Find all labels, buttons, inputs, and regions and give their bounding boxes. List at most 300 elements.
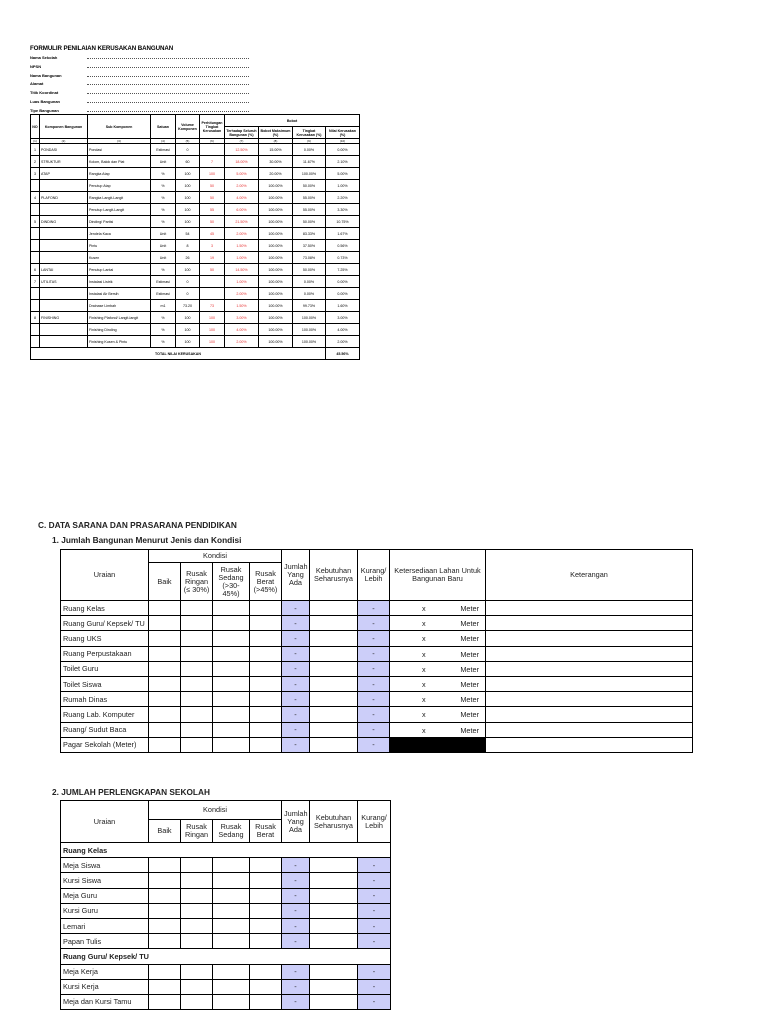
header-rusak-ringan: Rusak Ringan (≤ 30%) <box>181 563 213 601</box>
cell-kondisi <box>213 676 250 691</box>
cell-bobot-seluruh: 4.00% <box>225 192 259 204</box>
cell-sub-komponen: Penutup Atap <box>88 180 151 192</box>
cell-tingkat-kerusakan: 100.00% <box>293 324 326 336</box>
cell-nilai-kerusakan: 1.60% <box>326 300 360 312</box>
cell-kondisi <box>181 994 213 1009</box>
cell-kebutuhan <box>310 661 358 676</box>
cell-no: 6 <box>31 264 40 276</box>
cell-nilai-kerusakan: 7.25% <box>326 264 360 276</box>
cell-kondisi <box>181 873 213 888</box>
cell-kondisi <box>149 676 181 691</box>
cell-komponen <box>40 180 88 192</box>
header-satuan: Satuan <box>151 115 176 139</box>
cell-bobot-maksimum: 100.00% <box>259 276 293 288</box>
cell-satuan: Unit <box>151 252 176 264</box>
form-field <box>30 54 230 63</box>
cell-satuan: Estimasi <box>151 288 176 300</box>
dimension-unit-label: Meter <box>460 649 479 659</box>
column-index: (5) <box>176 139 200 144</box>
cell-no: 7 <box>31 276 40 288</box>
cell-kurang-lebih: - <box>358 722 390 737</box>
cell-ketersediaan-lahan <box>390 737 486 752</box>
cell-tingkat: 3 <box>200 240 225 252</box>
table-header-row <box>61 801 391 820</box>
cell-kebutuhan <box>310 707 358 722</box>
cell-komponen <box>40 324 88 336</box>
cell-tingkat-kerusakan: 37.50% <box>293 240 326 252</box>
table-row <box>31 240 360 252</box>
cell-bobot-seluruh: 1.00% <box>225 252 259 264</box>
cell-kebutuhan <box>310 964 358 979</box>
table-header-row <box>61 550 693 563</box>
table-row <box>61 631 693 646</box>
cell-ketersediaan-lahan <box>390 661 486 676</box>
cell-volume: 60 <box>176 156 200 168</box>
cell-jumlah: - <box>282 601 310 616</box>
cell-tingkat: 7 <box>200 156 225 168</box>
cell-tingkat: 50 <box>200 264 225 276</box>
cell-keterangan <box>486 616 693 631</box>
cell-no <box>31 300 40 312</box>
cell-kondisi <box>213 994 250 1009</box>
cell-bobot-seluruh: 18.00% <box>225 156 259 168</box>
total-row <box>31 348 360 360</box>
table-row <box>61 918 391 933</box>
column-index: (9) <box>293 139 326 144</box>
cell-bobot-seluruh: 3.00% <box>225 312 259 324</box>
cell-volume: 100 <box>176 168 200 180</box>
header-bobot-maksimum: Bobot Maksimum (%) <box>259 127 293 139</box>
cell-satuan: Unit <box>151 240 176 252</box>
cell-bobot-seluruh: 14.50% <box>225 264 259 276</box>
field-label: Alamat <box>30 81 44 87</box>
cell-kurang-lebih: - <box>358 692 390 707</box>
field-dotted-line <box>87 93 249 94</box>
cell-sub-komponen: Jendela Kaca <box>88 228 151 240</box>
cell-no <box>31 324 40 336</box>
cell-nilai-kerusakan: 10.75% <box>326 216 360 228</box>
cell-keterangan <box>486 737 693 752</box>
cell-kondisi <box>149 722 181 737</box>
cell-tingkat-kerusakan: 83.33% <box>293 228 326 240</box>
cell-uraian: Meja Siswa <box>61 858 149 873</box>
cell-sub-komponen: Kolom, Balok dan Plat <box>88 156 151 168</box>
cell-tingkat-kerusakan: 0.00% <box>293 144 326 156</box>
cell-ketersediaan-lahan <box>390 646 486 661</box>
cell-kondisi <box>250 979 282 994</box>
cell-kebutuhan <box>310 979 358 994</box>
table-row <box>61 888 391 903</box>
cell-kondisi <box>181 918 213 933</box>
cell-satuan: % <box>151 324 176 336</box>
cell-kondisi <box>181 631 213 646</box>
cell-kebutuhan <box>310 888 358 903</box>
cell-nilai-kerusakan: 5.00% <box>326 168 360 180</box>
cell-tingkat-kerusakan: 99.73% <box>293 300 326 312</box>
cell-komponen <box>40 252 88 264</box>
cell-kondisi <box>250 934 282 949</box>
table-row <box>61 661 693 676</box>
cell-jumlah: - <box>282 873 310 888</box>
cell-kebutuhan <box>310 994 358 1009</box>
cell-ketersediaan-lahan <box>390 601 486 616</box>
cell-jumlah: - <box>282 858 310 873</box>
cell-jumlah: - <box>282 737 310 752</box>
cell-no <box>31 252 40 264</box>
cell-kondisi <box>149 858 181 873</box>
cell-keterangan <box>486 661 693 676</box>
cell-tingkat-kerusakan: 11.67% <box>293 156 326 168</box>
cell-kondisi <box>149 903 181 918</box>
cell-kondisi <box>250 918 282 933</box>
cell-nilai-kerusakan: 2.10% <box>326 156 360 168</box>
cell-bobot-maksimum: 100.00% <box>259 240 293 252</box>
cell-satuan: Unit <box>151 156 176 168</box>
table-row <box>61 873 391 888</box>
field-label: Nama Bangunan <box>30 72 62 78</box>
table-row <box>31 264 360 276</box>
cell-kondisi <box>250 888 282 903</box>
cell-kondisi <box>181 979 213 994</box>
header-kebutuhan: Kebutuhan Seharusnya <box>310 550 358 601</box>
cell-nilai-kerusakan: 0.00% <box>326 276 360 288</box>
form-field <box>30 63 230 72</box>
cell-jumlah: - <box>282 918 310 933</box>
cell-kondisi <box>149 964 181 979</box>
cell-no <box>31 204 40 216</box>
cell-ketersediaan-lahan <box>390 722 486 737</box>
dimension-unit-label: Meter <box>460 695 479 705</box>
cell-jumlah: - <box>282 979 310 994</box>
group-title: Ruang Kelas <box>61 843 391 858</box>
cell-no: 5 <box>31 216 40 228</box>
cell-satuan: % <box>151 192 176 204</box>
cell-kurang-lebih: - <box>358 888 391 903</box>
cell-satuan: % <box>151 336 176 348</box>
cell-kurang-lebih: - <box>358 707 390 722</box>
header-rusak-berat: Rusak Berat (>45%) <box>250 563 282 601</box>
cell-kondisi <box>250 903 282 918</box>
cell-nilai-kerusakan: 0.00% <box>326 144 360 156</box>
column-index: (1) <box>31 139 40 144</box>
cell-kondisi <box>181 858 213 873</box>
dimension-x-label: x <box>422 695 426 705</box>
cell-kurang-lebih: - <box>358 616 390 631</box>
group-row <box>61 843 391 858</box>
cell-nilai-kerusakan: 1.00% <box>326 180 360 192</box>
cell-satuan: m1 <box>151 300 176 312</box>
cell-keterangan <box>486 707 693 722</box>
cell-bobot-seluruh: 6.00% <box>225 204 259 216</box>
cell-kondisi <box>213 964 250 979</box>
cell-uraian: Meja dan Kursi Tamu <box>61 994 149 1009</box>
cell-jumlah: - <box>282 722 310 737</box>
cell-sub-komponen: Finishing Plafond/ Langit-langit <box>88 312 151 324</box>
table-row <box>31 300 360 312</box>
cell-uraian: Lemari <box>61 918 149 933</box>
group-row <box>61 949 391 964</box>
table-row <box>31 312 360 324</box>
field-dotted-line <box>87 67 249 68</box>
cell-komponen <box>40 204 88 216</box>
cell-no: 3 <box>31 168 40 180</box>
group-title: Ruang Guru/ Kepsek/ TU <box>61 949 391 964</box>
cell-kondisi <box>250 964 282 979</box>
cell-bobot-seluruh: 2.00% <box>225 228 259 240</box>
buildings-table <box>60 549 693 753</box>
table-row <box>61 707 693 722</box>
cell-ketersediaan-lahan <box>390 707 486 722</box>
cell-no: 2 <box>31 156 40 168</box>
header-kondisi: Kondisi <box>149 801 282 820</box>
dimension-x-label: x <box>422 619 426 629</box>
table-row <box>61 737 693 752</box>
cell-uraian: Ruang UKS <box>61 631 149 646</box>
table-row <box>61 934 391 949</box>
cell-ketersediaan-lahan <box>390 631 486 646</box>
cell-keterangan <box>486 646 693 661</box>
header-kurang-lebih: Kurang/ Lebih <box>358 550 390 601</box>
cell-bobot-maksimum: 100.00% <box>259 180 293 192</box>
cell-bobot-seluruh: 1.00% <box>225 276 259 288</box>
cell-kebutuhan <box>310 676 358 691</box>
cell-nilai-kerusakan: 3.30% <box>326 204 360 216</box>
cell-kondisi <box>149 979 181 994</box>
cell-kondisi <box>181 692 213 707</box>
cell-tingkat <box>200 144 225 156</box>
form-field <box>30 72 230 81</box>
header-bobot: Bobot <box>225 115 360 127</box>
table-row <box>61 903 391 918</box>
cell-kondisi <box>149 631 181 646</box>
cell-kondisi <box>149 601 181 616</box>
table-row <box>61 692 693 707</box>
cell-kondisi <box>213 631 250 646</box>
header-volume: Volume Komponen <box>176 115 200 139</box>
field-dotted-line <box>87 58 249 59</box>
cell-keterangan <box>486 722 693 737</box>
cell-kondisi <box>149 873 181 888</box>
cell-kondisi <box>149 692 181 707</box>
cell-sub-komponen: Instalasi Listrik <box>88 276 151 288</box>
dimension-unit-label: Meter <box>460 664 479 674</box>
dimension-unit-label: Meter <box>460 710 479 720</box>
cell-ketersediaan-lahan <box>390 676 486 691</box>
header-uraian: Uraian <box>61 550 149 601</box>
cell-kondisi <box>149 934 181 949</box>
cell-nilai-kerusakan: 3.00% <box>326 312 360 324</box>
form-fields <box>30 54 230 116</box>
cell-kurang-lebih: - <box>358 601 390 616</box>
cell-bobot-seluruh: 2.00% <box>225 288 259 300</box>
header-ketersediaan-lahan: Ketersediaan Lahan Untuk Bangunan Baru <box>390 550 486 601</box>
equipment-rows <box>61 843 391 1010</box>
cell-kurang-lebih: - <box>358 676 390 691</box>
cell-kebutuhan <box>310 903 358 918</box>
cell-sub-komponen: Finishing Kusen & Pintu <box>88 336 151 348</box>
cell-kondisi <box>181 601 213 616</box>
cell-kondisi <box>250 707 282 722</box>
table-row <box>31 204 360 216</box>
cell-satuan: % <box>151 264 176 276</box>
cell-volume: 100 <box>176 324 200 336</box>
cell-uraian: Meja Kerja <box>61 964 149 979</box>
cell-uraian: Ruang Guru/ Kepsek/ TU <box>61 616 149 631</box>
cell-bobot-maksimum: 100.00% <box>259 228 293 240</box>
cell-jumlah: - <box>282 888 310 903</box>
cell-kondisi <box>181 722 213 737</box>
cell-kondisi <box>250 631 282 646</box>
cell-no: 4 <box>31 192 40 204</box>
cell-kebutuhan <box>310 858 358 873</box>
cell-uraian: Meja Guru <box>61 888 149 903</box>
cell-kondisi <box>250 692 282 707</box>
cell-kondisi <box>213 888 250 903</box>
cell-kondisi <box>149 661 181 676</box>
cell-kebutuhan <box>310 722 358 737</box>
header-rusak-sedang: Rusak Sedang (>30-45%) <box>213 563 250 601</box>
cell-kurang-lebih: - <box>358 646 390 661</box>
cell-komponen: STRUKTUR <box>40 156 88 168</box>
cell-tingkat: 55 <box>200 204 225 216</box>
cell-kondisi <box>250 722 282 737</box>
cell-sub-komponen: Instalasi Air Bersih <box>88 288 151 300</box>
cell-kondisi <box>250 994 282 1009</box>
cell-tingkat-kerusakan: 50.00% <box>293 180 326 192</box>
cell-uraian: Pagar Sekolah (Meter) <box>61 737 149 752</box>
cell-kondisi <box>213 646 250 661</box>
header-kebutuhan: Kebutuhan Seharusnya <box>310 801 358 843</box>
dimension-x-label: x <box>422 725 426 735</box>
header-kurang-lebih: Kurang/ Lebih <box>358 801 391 843</box>
cell-kebutuhan <box>310 616 358 631</box>
form-field <box>30 89 230 98</box>
cell-satuan: Unit <box>151 228 176 240</box>
cell-satuan: % <box>151 312 176 324</box>
cell-sub-komponen: Penutup Langit-Langit <box>88 204 151 216</box>
header-tingkat-kerusakan: Tingkat Kerusakan (%) <box>293 127 326 139</box>
cell-sub-komponen: Penutup Lantai <box>88 264 151 276</box>
cell-tingkat: 100 <box>200 168 225 180</box>
field-label: Nama Sekolah <box>30 55 58 60</box>
cell-uraian: Kursi Kerja <box>61 979 149 994</box>
header-jumlah: Jumlah Yang Ada <box>282 550 310 601</box>
cell-kondisi <box>149 707 181 722</box>
cell-keterangan <box>486 631 693 646</box>
header-sub-komponen: Sub Komponen <box>88 115 151 139</box>
section-title: C. DATA SARANA DAN PRASARANA PENDIDIKAN <box>38 520 237 530</box>
cell-kondisi <box>250 646 282 661</box>
cell-nilai-kerusakan: 0.73% <box>326 252 360 264</box>
cell-kondisi <box>250 601 282 616</box>
cell-uraian: Ruang/ Sudut Baca <box>61 722 149 737</box>
cell-kondisi <box>250 616 282 631</box>
cell-tingkat-kerusakan: 50.00% <box>293 216 326 228</box>
cell-bobot-maksimum: 100.00% <box>259 192 293 204</box>
cell-kondisi <box>250 676 282 691</box>
cell-tingkat-kerusakan: 0.00% <box>293 276 326 288</box>
header-no: NO <box>31 115 40 139</box>
header-rusak-ringan: Rusak Ringan <box>181 820 213 843</box>
column-index: (4) <box>151 139 176 144</box>
cell-sub-komponen: Dinding/ Partisi <box>88 216 151 228</box>
header-perhitungan: Perhitungan Tingkat Kerusakan <box>200 115 225 139</box>
cell-satuan: % <box>151 204 176 216</box>
cell-bobot-seluruh: 12.50% <box>225 144 259 156</box>
cell-kondisi <box>213 903 250 918</box>
cell-kondisi <box>149 888 181 903</box>
cell-uraian: Toilet Siswa <box>61 676 149 691</box>
cell-kondisi <box>181 616 213 631</box>
cell-jumlah: - <box>282 934 310 949</box>
cell-kurang-lebih: - <box>358 964 391 979</box>
cell-keterangan <box>486 676 693 691</box>
cell-kondisi <box>250 737 282 752</box>
cell-tingkat: 19 <box>200 252 225 264</box>
cell-kurang-lebih: - <box>358 661 390 676</box>
cell-tingkat-kerusakan: 100.00% <box>293 336 326 348</box>
cell-bobot-maksimum: 100.00% <box>259 312 293 324</box>
cell-jumlah: - <box>282 646 310 661</box>
cell-kondisi <box>181 707 213 722</box>
header-rusak-berat: Rusak Berat <box>250 820 282 843</box>
cell-kondisi <box>181 646 213 661</box>
assessment-rows <box>31 144 360 348</box>
cell-kondisi <box>181 676 213 691</box>
dimension-x-label: x <box>422 679 426 689</box>
dimension-unit-label: Meter <box>460 725 479 735</box>
cell-kondisi <box>213 918 250 933</box>
cell-tingkat-kerusakan: 100.00% <box>293 168 326 180</box>
cell-kondisi <box>250 873 282 888</box>
cell-volume: 73.20 <box>176 300 200 312</box>
cell-kondisi <box>149 616 181 631</box>
cell-satuan: % <box>151 168 176 180</box>
cell-kondisi <box>149 646 181 661</box>
cell-tingkat: 45 <box>200 228 225 240</box>
cell-kondisi <box>213 692 250 707</box>
cell-kurang-lebih: - <box>358 737 390 752</box>
cell-tingkat-kerusakan: 50.00% <box>293 264 326 276</box>
cell-jumlah: - <box>282 661 310 676</box>
cell-volume: 100 <box>176 312 200 324</box>
cell-kondisi <box>181 903 213 918</box>
cell-volume: 100 <box>176 204 200 216</box>
field-dotted-line <box>87 102 249 103</box>
cell-kondisi <box>181 964 213 979</box>
cell-jumlah: - <box>282 676 310 691</box>
column-index: (2) <box>40 139 88 144</box>
cell-kondisi <box>181 661 213 676</box>
header-kondisi: Kondisi <box>149 550 282 563</box>
cell-uraian: Papan Tulis <box>61 934 149 949</box>
cell-kebutuhan <box>310 692 358 707</box>
cell-tingkat: 50 <box>200 216 225 228</box>
table-row <box>31 336 360 348</box>
cell-kondisi <box>181 737 213 752</box>
table-row <box>61 646 693 661</box>
header-komponen: Komponen Bangunan <box>40 115 88 139</box>
cell-bobot-maksimum: 100.00% <box>259 324 293 336</box>
cell-tingkat-kerusakan: 73.08% <box>293 252 326 264</box>
total-value: 45.56% <box>326 348 360 360</box>
cell-tingkat: 100 <box>200 336 225 348</box>
cell-kurang-lebih: - <box>358 934 391 949</box>
cell-komponen <box>40 300 88 312</box>
cell-uraian: Ruang Perpustakaan <box>61 646 149 661</box>
cell-sub-komponen: Rangka Langit-Langit <box>88 192 151 204</box>
cell-ketersediaan-lahan <box>390 616 486 631</box>
